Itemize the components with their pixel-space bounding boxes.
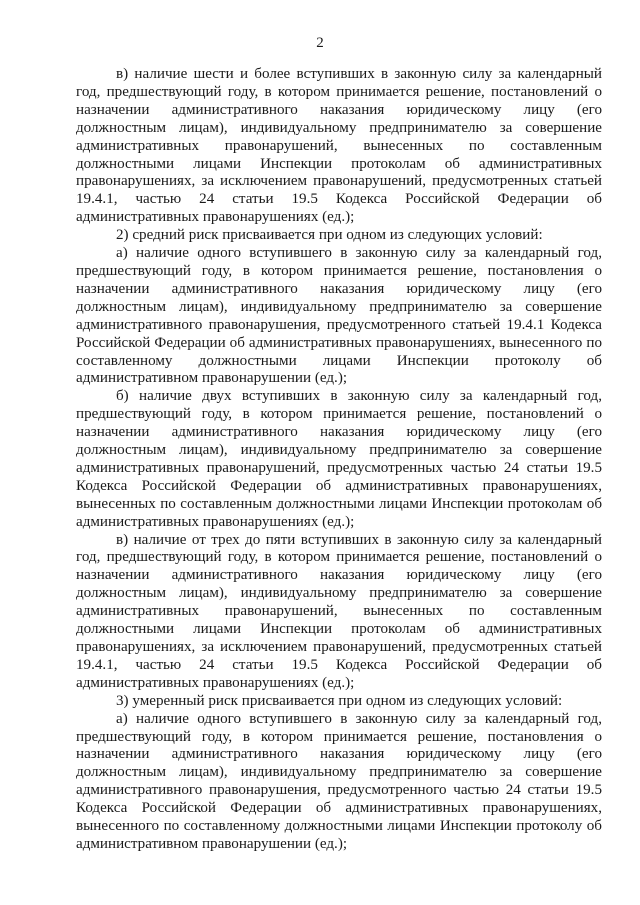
paragraph-medium-risk-b: б) наличие двух вступивших в законную силу за календарный год, предшествующий году, в котором принимается решение, постановлений о назначении административного наказания юридическому лицу (его должностным лицам), индивидуальному предпринимателю за совершение административных правонарушений, предусмотренных частью 24 статьи 19.5 Кодекса Российской Федерации об административных правонарушениях, вынесенных по составленным должностными лицами Инспекции протоколам об административных правонарушениях (ед.); — [76, 388, 602, 530]
document-body — [76, 66, 602, 854]
paragraph-moderate-risk-heading: 3) умеренный риск присваивается при одном из следующих условий: — [116, 692, 563, 709]
paragraph-v-six-or-more: в) наличие шести и более вступивших в законную силу за календарный год, предшествующий году, в котором принимается решение, постановлений о назначении административного наказания юридическому лицу (его должностным лицам), индивидуальному предпринимателю за совершение административных правонарушений, вынесенных по составленным должностными лицами Инспекции протоколам об административных правонарушениях, за исключением правонарушений, предусмотренных статьей 19.4.1, частью 24 статьи 19.5 Кодекса Российской Федерации об административных правонарушениях (ед.); — [76, 66, 602, 226]
paragraph-moderate-risk-a: а) наличие одного вступившего в законную силу за календарный год, предшествующий году, в котором принимается решение, постановления о назначении административного наказания юридическому лицу (его должностным лицам), индивидуальному предпринимателю за совершение административного правонарушения, предусмотренного частью 24 статьи 19.5 Кодекса Российской Федерации об административных правонарушениях, вынесенного по составленному должностными лицами Инспекции протоколу об административном правонарушении (ед.); — [76, 710, 602, 852]
page-number: 2 — [316, 35, 324, 51]
paragraph-medium-risk-a: а) наличие одного вступившего в законную силу за календарный год, предшествующий году, в котором принимается решение, постановления о назначении административного наказания юридическому лицу (его должностным лицам), индивидуальному предпринимателю за совершение административного правонарушения, предусмотренного статьей 19.4.1 Кодекса Российской Федерации об административных правонарушениях, вынесенного по составленному должностными лицами Инспекции протоколу об административном правонарушении (ед.); — [76, 245, 602, 387]
paragraph-medium-risk-heading: 2) средний риск присваивается при одном из следующих условий: — [116, 227, 543, 244]
paragraph-medium-risk-v: в) наличие от трех до пяти вступивших в законную силу за календарный год, предшествующий году, в котором принимается решение, постановлений о назначении административного наказания юридическому лицу (его должностным лицам), индивидуальному предпринимателю за совершение административных правонарушений, вынесенных по составленным должностными лицами Инспекции протоколам об административных правонарушениях, за исключением правонарушений, предусмотренных статьей 19.4.1, частью 24 статьи 19.5 Кодекса Российской Федерации об административных правонарушениях (ед.); — [76, 531, 602, 691]
